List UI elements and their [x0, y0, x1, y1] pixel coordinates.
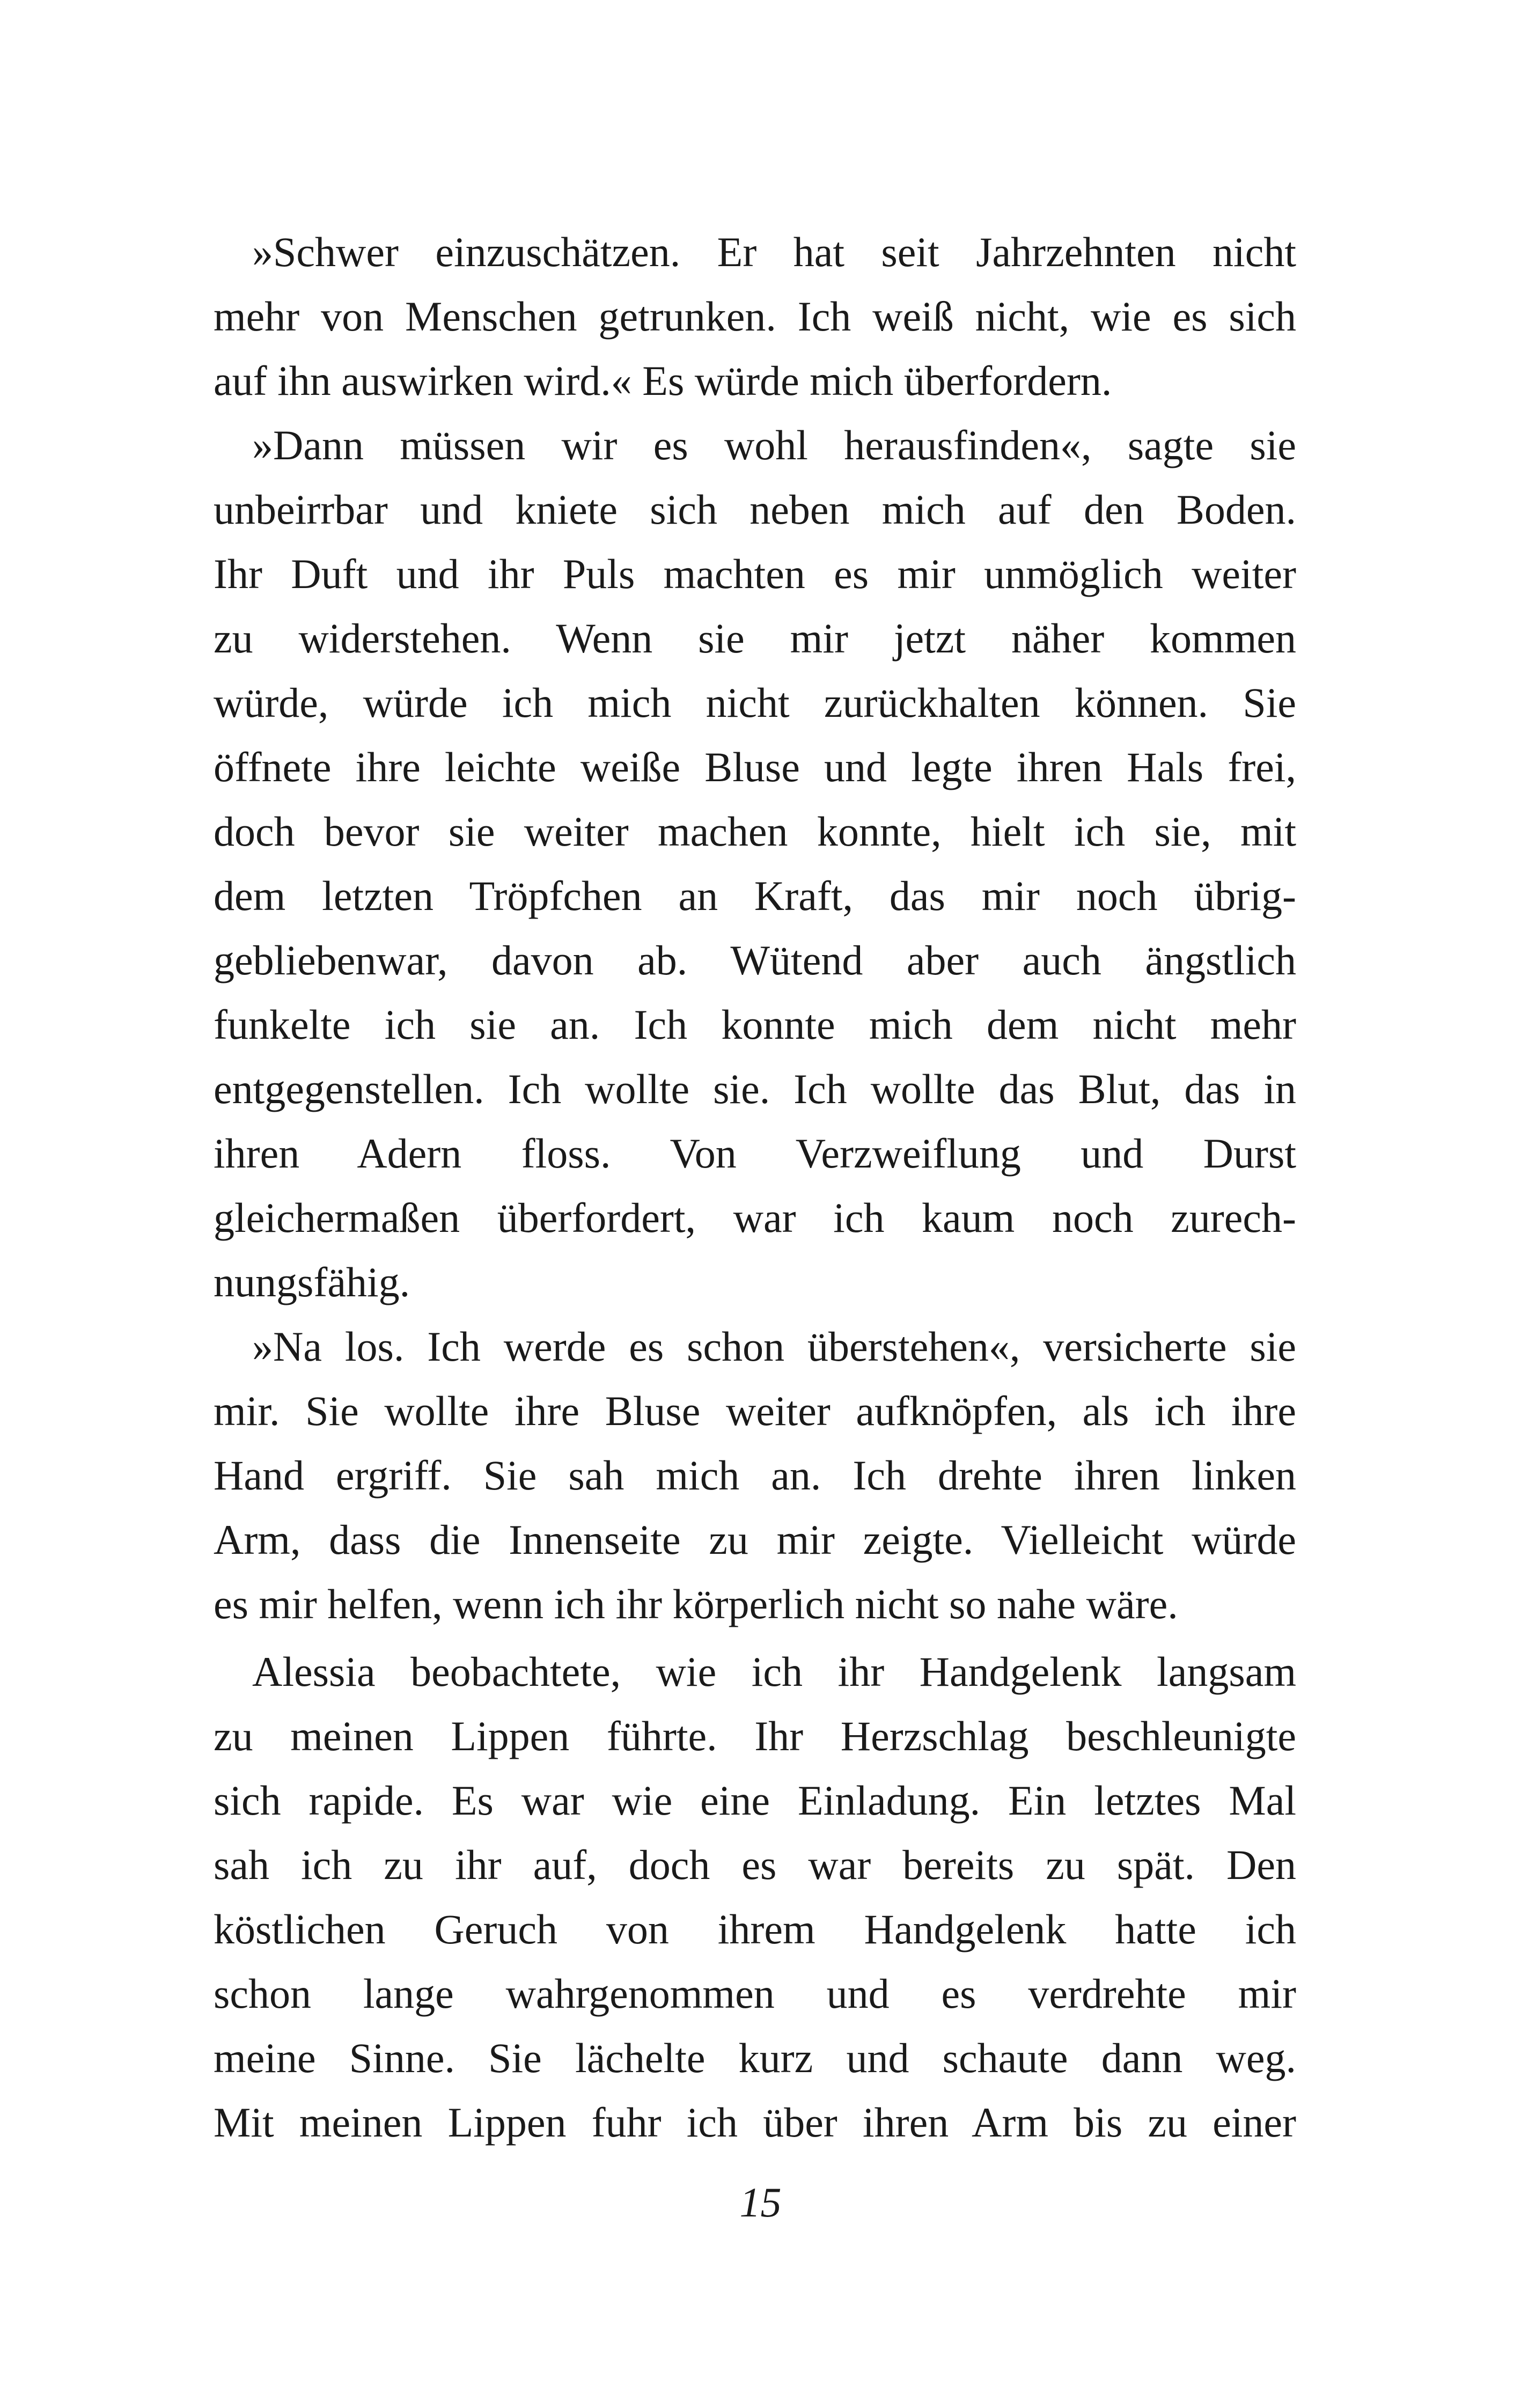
text-line: Hand ergriff. Sie sah mich an. Ich drehte ihren linken: [214, 1452, 1296, 1499]
text-line: nungsfähig.: [214, 1259, 410, 1305]
text-line: funkelte ich sie an. Ich konnte mich dem nicht mehr: [214, 1001, 1296, 1048]
text-line: »Schwer einzuschätzen. Er hat seit Jahrzehnten nicht: [252, 229, 1296, 275]
text-line: schon lange wahrgenommen und es verdrehte mir: [214, 1970, 1296, 2017]
text-line: zu widerstehen. Wenn sie mir jetzt näher kommen: [214, 615, 1296, 662]
text-line: öffnete ihre leichte weiße Bluse und legte ihren Hals frei,: [214, 744, 1296, 790]
text-line: zu meinen Lippen führte. Ihr Herzschlag beschleunigte: [214, 1713, 1296, 1759]
text-line: es mir helfen, wenn ich ihr körperlich nicht so nahe wäre.: [214, 1581, 1178, 1627]
text-line: meine Sinne. Sie lächelte kurz und schaute dann weg.: [214, 2035, 1296, 2081]
text-line: doch bevor sie weiter machen konnte, hielt ich sie, mit: [214, 808, 1296, 855]
text-line: Arm, dass die Innenseite zu mir zeigte. Vielleicht würde: [214, 1516, 1296, 1563]
text-line: mir. Sie wollte ihre Bluse weiter aufknöpfen, als ich ihre: [214, 1387, 1296, 1434]
text-line: dem letzten Tröpfchen an Kraft, das mir noch übrig-: [214, 872, 1296, 919]
text-line: Mit meinen Lippen fuhr ich über ihren Arm bis zu einer: [214, 2099, 1296, 2146]
text-line: Ihr Duft und ihr Puls machten es mir unmöglich weiter: [214, 550, 1296, 597]
text-line: mehr von Menschen getrunken. Ich weiß nicht, wie es sich: [214, 293, 1296, 340]
text-line: ihren Adern floss. Von Verzweiflung und Durst: [214, 1130, 1296, 1177]
text-line: »Na los. Ich werde es schon überstehen«, versicherte sie: [252, 1323, 1296, 1370]
text-line: unbeirrbar und kniete sich neben mich auf den Boden.: [214, 486, 1296, 533]
text-line: entgegenstellen. Ich wollte sie. Ich wollte das Blut, das in: [214, 1066, 1296, 1112]
text-line: köstlichen Geruch von ihrem Handgelenk hatte ich: [214, 1906, 1296, 1952]
text-line: gebliebenwar, davon ab. Wütend aber auch ängstlich: [214, 937, 1296, 983]
text-line: »Dann müssen wir es wohl herausfinden«, sagte sie: [252, 422, 1296, 468]
page-number: 15: [739, 2179, 782, 2226]
text-line: sich rapide. Es war wie eine Einladung. Ein letztes Mal: [214, 1777, 1296, 1824]
text-line: würde, würde ich mich nicht zurückhalten können. Sie: [214, 679, 1296, 726]
text-line: Alessia beobachtete, wie ich ihr Handgelenk langsam: [252, 1648, 1296, 1695]
text-line: gleichermaßen überfordert, war ich kaum noch zurech-: [214, 1194, 1296, 1241]
text-line: sah ich zu ihr auf, doch es war bereits zu spät. Den: [214, 1841, 1296, 1888]
body-text: [214, 220, 1296, 2155]
text-line: auf ihn auswirken wird.« Es würde mich überfordern.: [214, 357, 1112, 404]
